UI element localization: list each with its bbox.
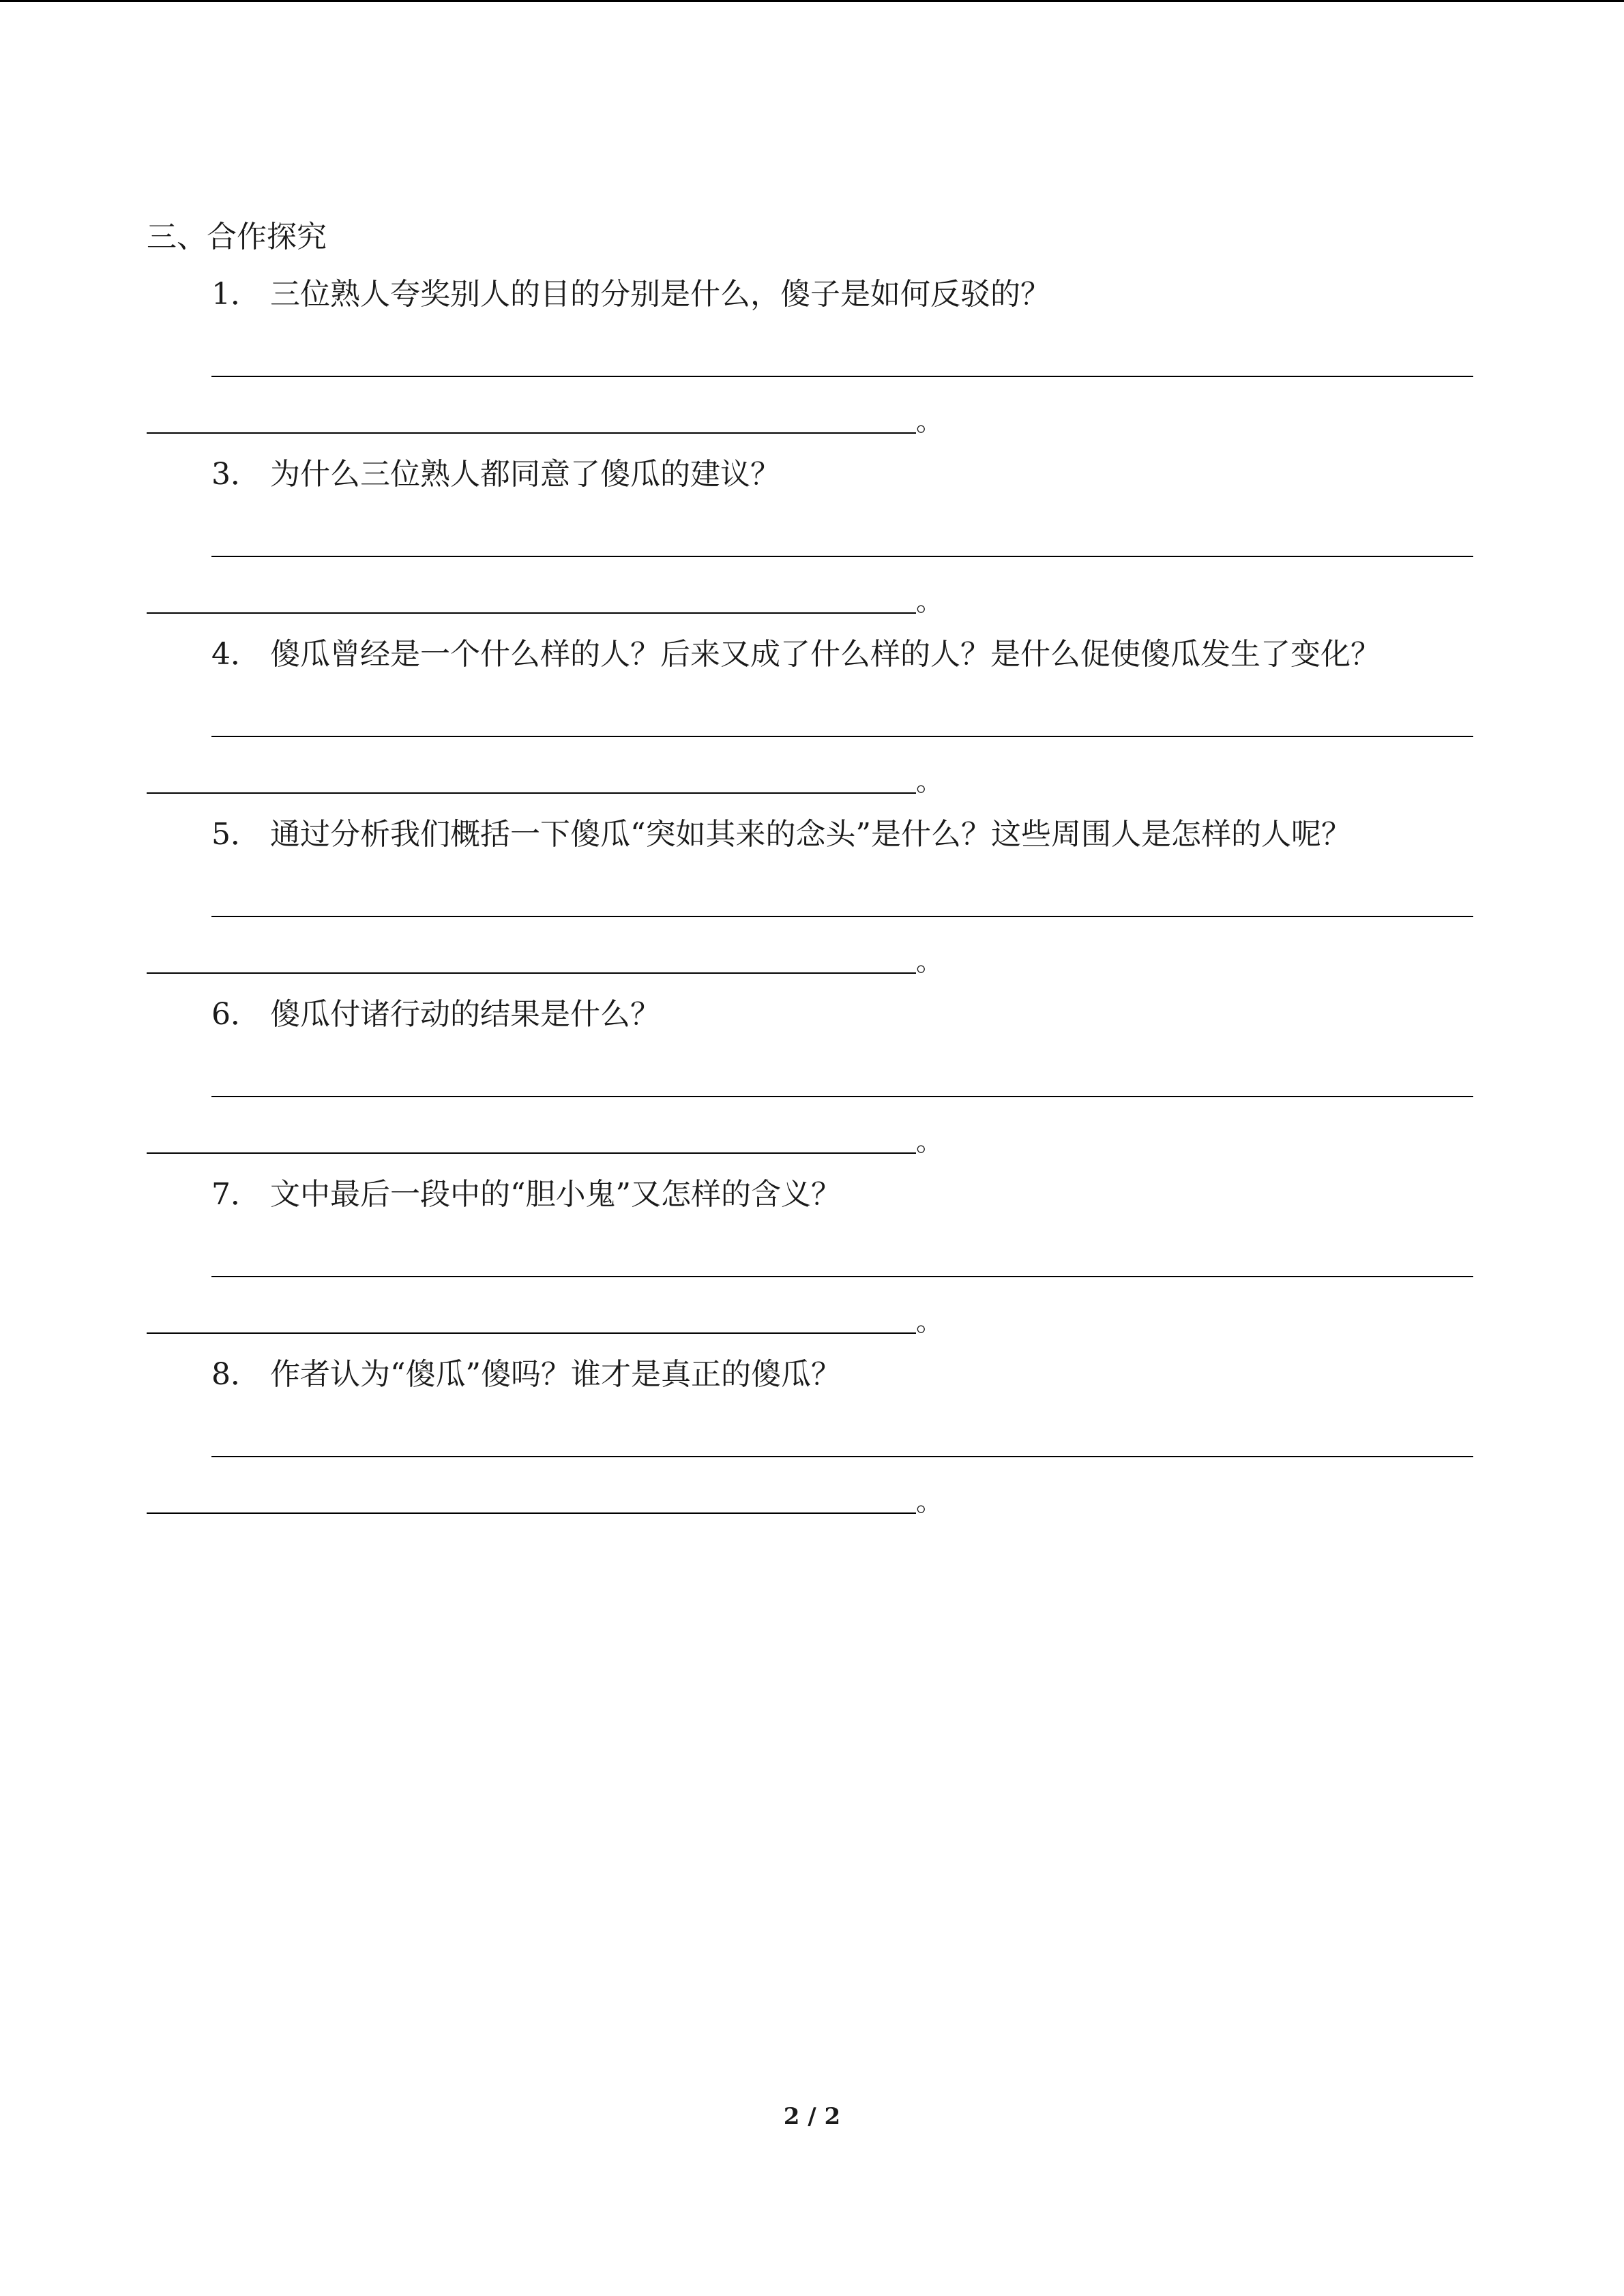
answer-line-7a[interactable] bbox=[211, 1276, 1473, 1277]
answer-period: 。 bbox=[916, 1486, 943, 1517]
answer-line-1a[interactable] bbox=[211, 376, 1473, 377]
question-number: 6． bbox=[211, 997, 261, 1032]
question-7 bbox=[211, 1174, 841, 1215]
answer-line-8a[interactable] bbox=[211, 1456, 1473, 1457]
question-5 bbox=[211, 814, 1351, 855]
answer-line-3b[interactable] bbox=[147, 612, 916, 614]
question-number: 7． bbox=[211, 1177, 261, 1212]
question-8 bbox=[211, 1354, 841, 1395]
page-top-border bbox=[0, 0, 1624, 2]
question-number: 3． bbox=[211, 457, 261, 492]
question-text: 为什么三位熟人都同意了傻瓜的建议？ bbox=[270, 457, 780, 492]
answer-line-3a[interactable] bbox=[211, 556, 1473, 557]
question-number: 1． bbox=[211, 277, 261, 312]
answer-line-4b[interactable] bbox=[147, 792, 916, 794]
answer-period: 。 bbox=[916, 1306, 943, 1337]
question-4 bbox=[211, 634, 1381, 675]
answer-line-5a[interactable] bbox=[211, 916, 1473, 917]
question-3 bbox=[211, 454, 780, 495]
answer-period: 。 bbox=[916, 406, 943, 437]
answer-line-1b[interactable] bbox=[147, 432, 916, 434]
section-heading: 三、合作探究 bbox=[147, 220, 327, 254]
answer-line-6a[interactable] bbox=[211, 1096, 1473, 1097]
question-text: 作者认为“傻瓜”傻吗？谁才是真正的傻瓜？ bbox=[270, 1357, 841, 1392]
question-text: 傻瓜付诸行动的结果是什么？ bbox=[270, 997, 660, 1032]
question-number: 4． bbox=[211, 637, 261, 672]
answer-period: 。 bbox=[916, 1126, 943, 1157]
question-text: 傻瓜曾经是一个什么样的人？后来又成了什么样的人？是什么促使傻瓜发生了变化？ bbox=[270, 637, 1381, 672]
answer-period: 。 bbox=[916, 946, 943, 977]
answer-line-4a[interactable] bbox=[211, 736, 1473, 737]
answer-line-8b[interactable] bbox=[147, 1512, 916, 1514]
question-number: 8． bbox=[211, 1357, 261, 1392]
question-text: 通过分析我们概括一下傻瓜“突如其来的念头”是什么？这些周围人是怎样的人呢？ bbox=[270, 817, 1351, 852]
answer-line-7b[interactable] bbox=[147, 1332, 916, 1334]
answer-period: 。 bbox=[916, 586, 943, 617]
question-text: 三位熟人夸奖别人的目的分别是什么，傻子是如何反驳的？ bbox=[270, 277, 1050, 312]
answer-line-5b[interactable] bbox=[147, 972, 916, 974]
question-1 bbox=[211, 274, 1050, 315]
answer-line-6b[interactable] bbox=[147, 1152, 916, 1154]
question-text: 文中最后一段中的“胆小鬼”又怎样的含义？ bbox=[270, 1177, 841, 1212]
page-number: 2 / 2 bbox=[783, 2103, 841, 2130]
question-number: 5． bbox=[211, 817, 261, 852]
answer-period: 。 bbox=[916, 766, 943, 797]
question-6 bbox=[211, 994, 660, 1035]
